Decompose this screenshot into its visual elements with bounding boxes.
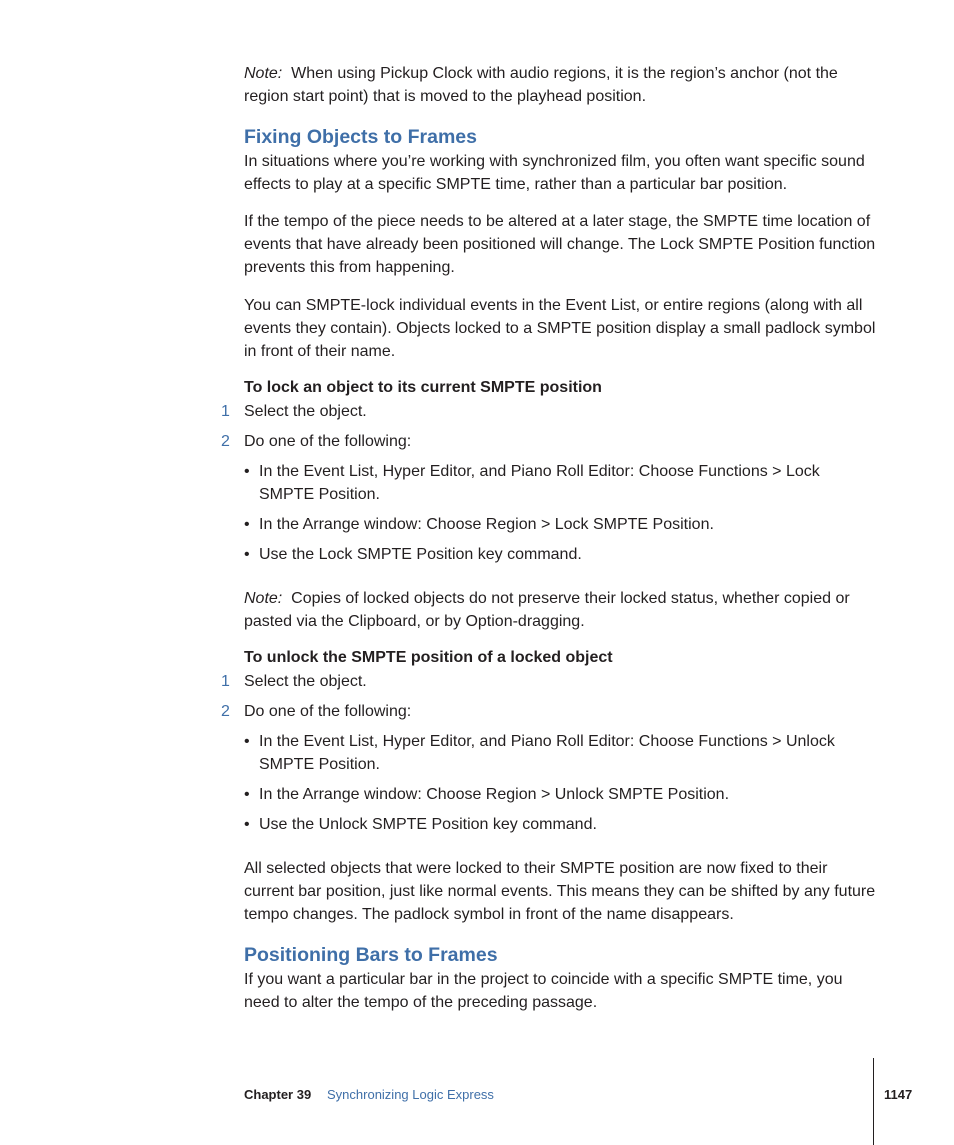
step-text: Select the object. <box>244 403 367 420</box>
note-paragraph <box>244 62 876 108</box>
bullet-marker: • <box>244 516 250 533</box>
body-paragraph: You can SMPTE-lock individual events in the Event List, or entire regions (along with all events they contain). Objects locked to a SMPTE position display a small padlock symbol in front of their name. <box>244 297 876 360</box>
bullet-text: In the Arrange window: Choose Region > Lock SMPTE Position. <box>259 516 714 533</box>
step-number: 1 <box>221 673 230 690</box>
body-paragraph: All selected objects that were locked to their SMPTE position are now fixed to their current bar position, just like normal events. This means they can be shifted by any future tempo changes. The padlock symbol in front of the name disappears. <box>244 860 876 923</box>
task-title-lock: To lock an object to its current SMPTE position <box>244 379 602 396</box>
body-paragraph: In situations where you’re working with synchronized film, you often want specific sound effects to play at a specific SMPTE time, rather than a particular bar position. <box>244 153 865 193</box>
footer-chapter: Chapter 39 <box>244 1087 312 1102</box>
step-number: 2 <box>221 433 230 450</box>
body-paragraph: If the tempo of the piece needs to be altered at a later stage, the SMPTE time location of events that have already been positioned will change. The Lock SMPTE Position function prevents this from happening. <box>244 213 876 276</box>
section-heading-fixing-objects: Fixing Objects to Frames <box>244 126 477 148</box>
page-number: 1147 <box>884 1087 913 1102</box>
task-title-unlock: To unlock the SMPTE position of a locked object <box>244 649 613 666</box>
note-label: Note: <box>244 590 283 607</box>
body-paragraph: If you want a particular bar in the project to coincide with a specific SMPTE time, you need to alter the tempo of the preceding passage. <box>244 971 843 1011</box>
step-number: 2 <box>221 703 230 720</box>
bullet-text: In the Event List, Hyper Editor, and Piano Roll Editor: Choose Functions > Lock SMPTE Position. <box>259 463 820 503</box>
bullet-text: In the Arrange window: Choose Region > Unlock SMPTE Position. <box>259 786 730 803</box>
note-label: Note: <box>244 65 283 82</box>
footer-divider <box>873 1058 874 1145</box>
bullet-text: Use the Unlock SMPTE Position key command. <box>259 816 597 833</box>
footer-chapter-title: Synchronizing Logic Express <box>327 1087 494 1102</box>
bullet-marker: • <box>244 463 250 480</box>
step-text: Select the object. <box>244 673 367 690</box>
bullet-text: Use the Lock SMPTE Position key command. <box>259 546 582 563</box>
bullet-marker: • <box>244 816 250 833</box>
bullet-marker: • <box>244 733 250 750</box>
note-paragraph <box>244 587 876 633</box>
note-text: When using Pickup Clock with audio regions, it is the region’s anchor (not the region start point) that is moved to the playhead position. <box>244 65 838 105</box>
bullet-text: In the Event List, Hyper Editor, and Piano Roll Editor: Choose Functions > Unlock SMPTE Position. <box>259 733 835 773</box>
note-text: Copies of locked objects do not preserve their locked status, whether copied or pasted via the Clipboard, or by Option-dragging. <box>244 590 850 630</box>
section-heading-positioning-bars: Positioning Bars to Frames <box>244 944 498 966</box>
step-number: 1 <box>221 403 230 420</box>
step-text: Do one of the following: <box>244 703 412 720</box>
bullet-marker: • <box>244 786 250 803</box>
step-text: Do one of the following: <box>244 433 412 450</box>
bullet-marker: • <box>244 546 250 563</box>
